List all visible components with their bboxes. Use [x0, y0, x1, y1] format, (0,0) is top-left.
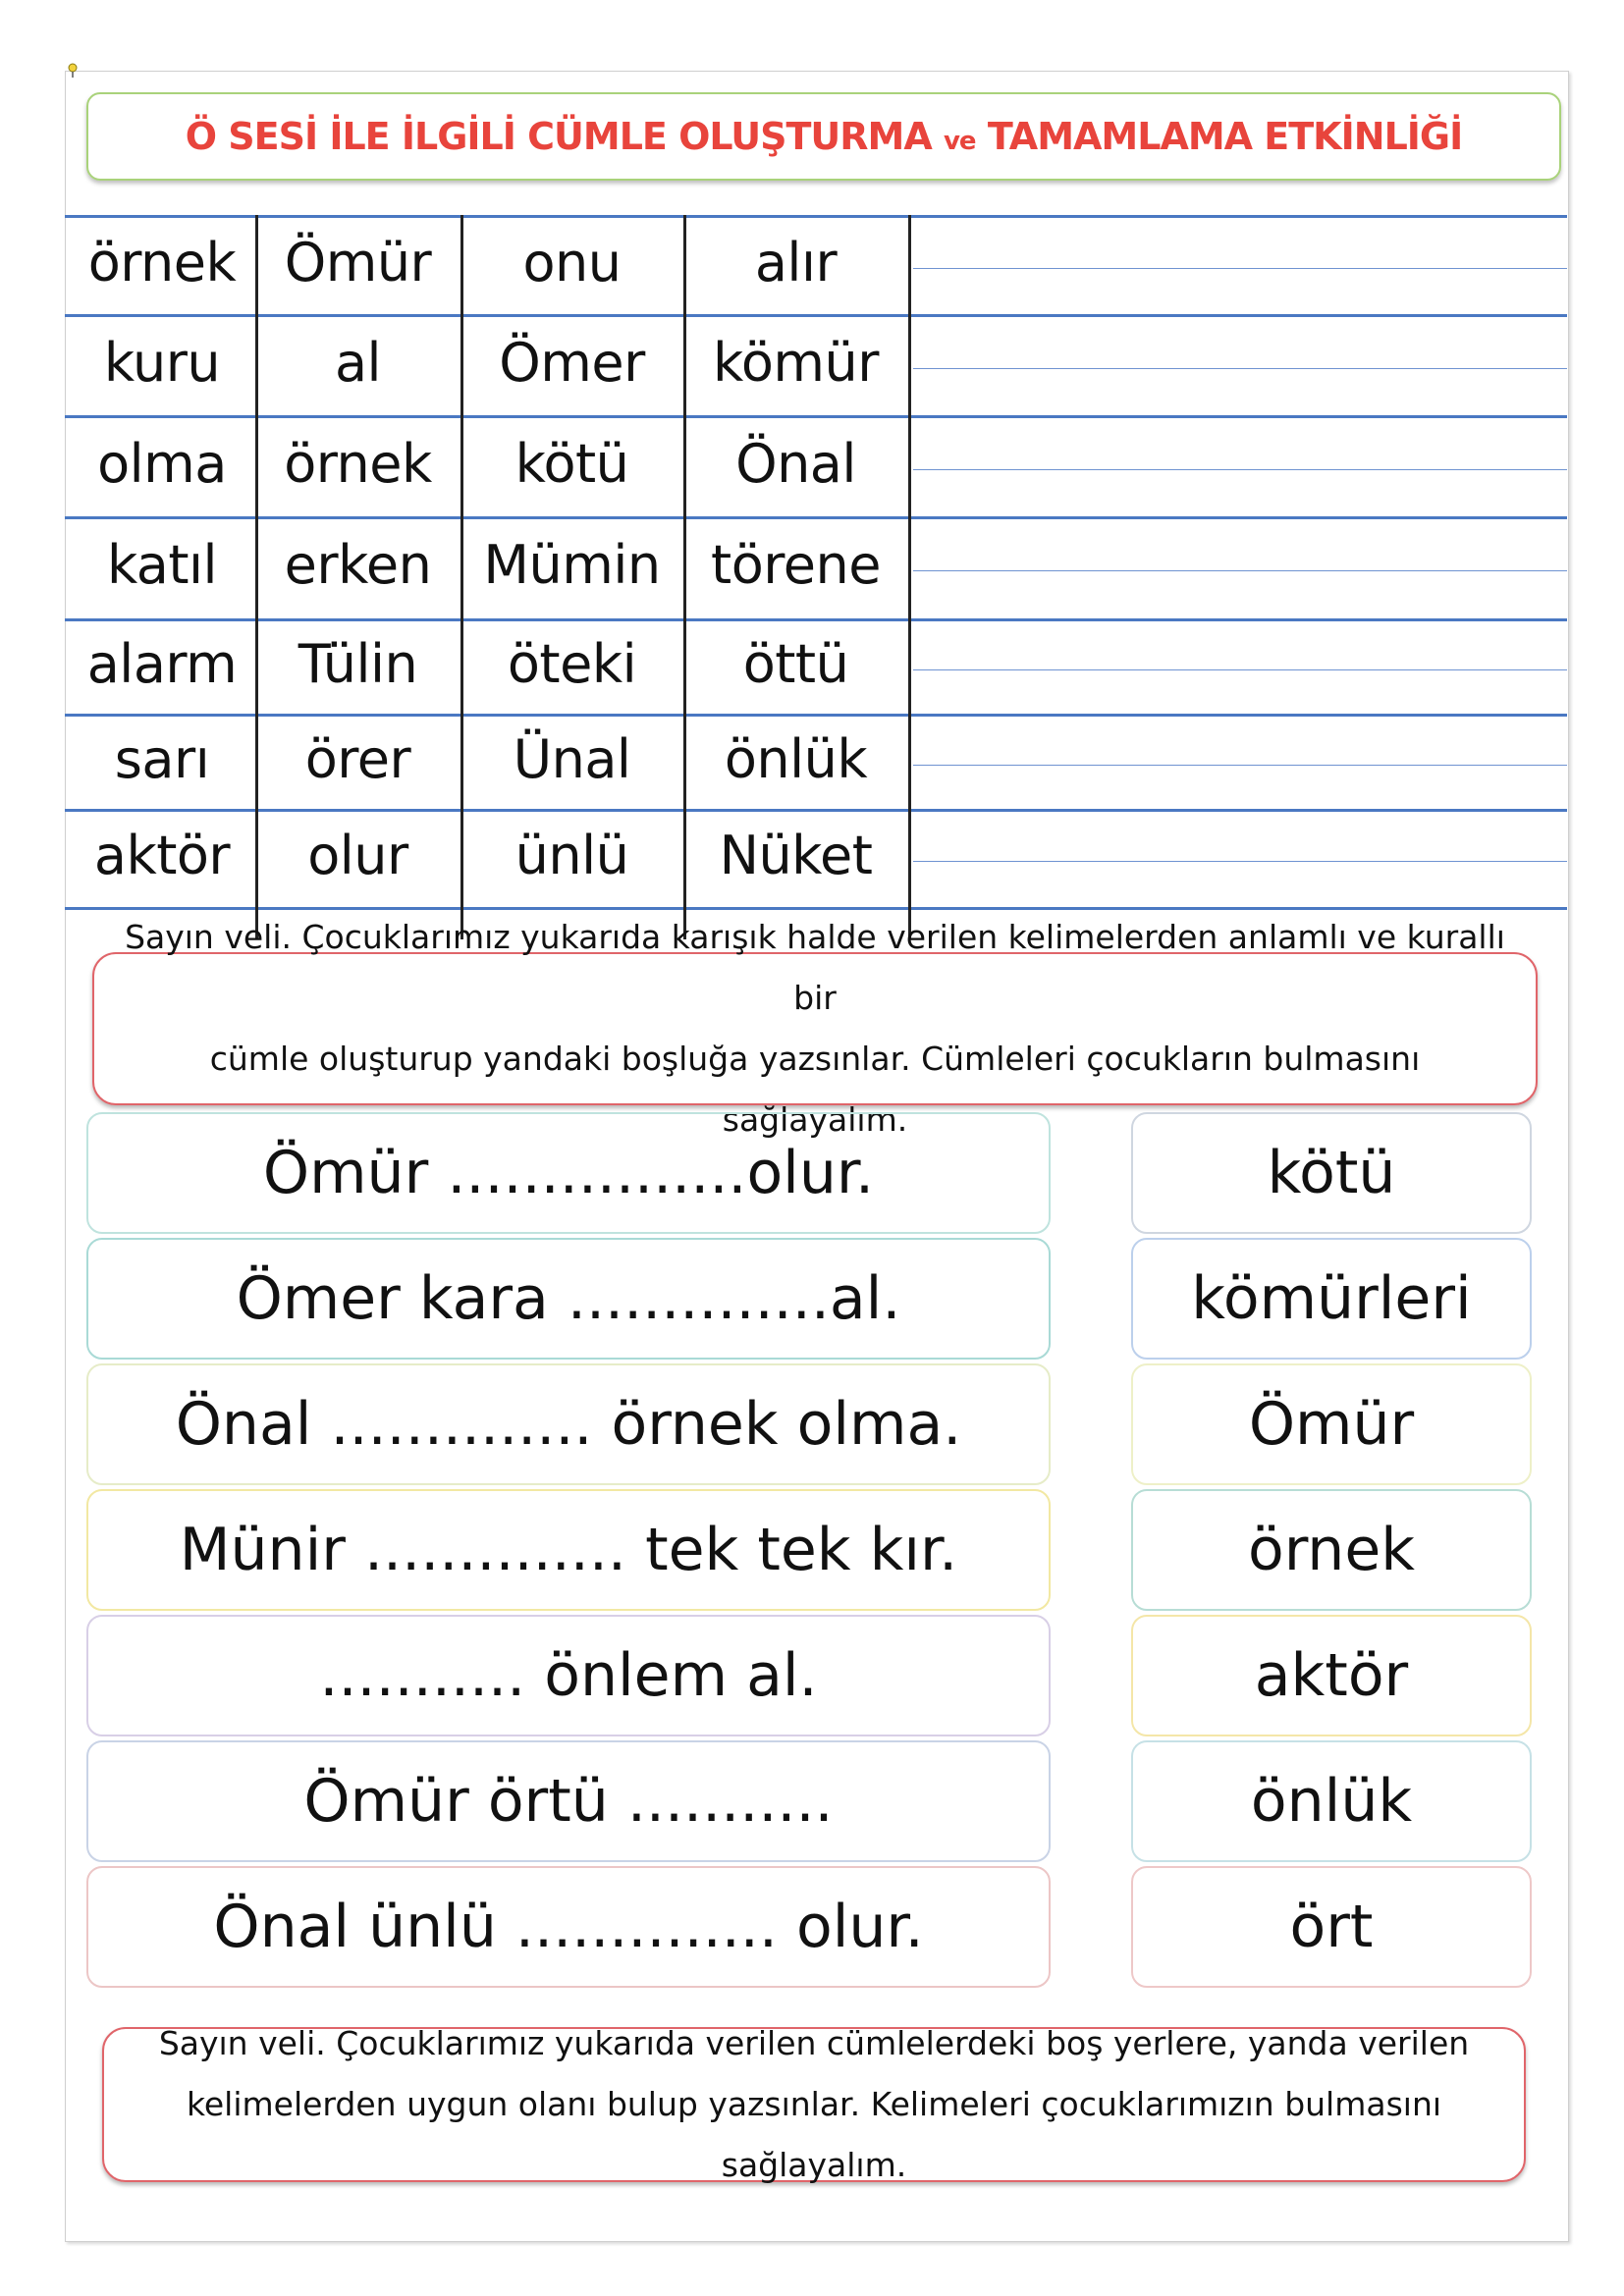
answer-box: [1131, 1238, 1532, 1360]
table-word: öteki: [507, 633, 637, 695]
sentence-box[interactable]: [86, 1489, 1051, 1611]
answer-word: kötü: [1267, 1139, 1396, 1207]
sentence-box[interactable]: [86, 1112, 1051, 1234]
parent-note-top: [92, 918, 1538, 1139]
table-word: sarı: [114, 728, 210, 790]
table-column-divider: [908, 215, 911, 939]
sentence-text: Önal .............. örnek olma.: [175, 1390, 962, 1459]
table-word: Tülin: [298, 633, 418, 695]
table-word: Nüket: [719, 825, 873, 886]
answer-box: [1131, 1112, 1532, 1234]
table-word: örnek: [87, 232, 237, 294]
table-word: önlük: [724, 728, 868, 790]
answer-box: [1131, 1866, 1532, 1988]
answer-word: kömürleri: [1191, 1264, 1472, 1333]
page-title: [186, 115, 1463, 158]
sentence-box[interactable]: [86, 1740, 1051, 1862]
table-word: törene: [711, 534, 881, 596]
table-rule: [65, 809, 1567, 812]
sentence-box[interactable]: [86, 1866, 1051, 1988]
table-rule: [65, 714, 1567, 717]
writing-line[interactable]: [913, 669, 1567, 670]
table-word: Ömer: [499, 332, 645, 394]
note-bottom-line2: kelimelerden uygun olanı bulup yazsınlar. Kelimeleri çocuklarımızın bulmasını sağlayalım.: [186, 2085, 1442, 2184]
title-main: Ö SESİ İLE İLGİLİ CÜMLE OLUŞTURMA: [185, 115, 932, 158]
table-word: alır: [754, 232, 838, 294]
table-rule: [65, 415, 1567, 418]
table-word: erken: [284, 534, 432, 596]
writing-line[interactable]: [913, 765, 1567, 766]
writing-line[interactable]: [913, 469, 1567, 470]
table-word: kömür: [713, 332, 879, 394]
table-word: kuru: [103, 332, 221, 394]
answer-word: Ömür: [1248, 1390, 1415, 1459]
writing-line[interactable]: [913, 570, 1567, 571]
sentence-box[interactable]: [86, 1238, 1051, 1360]
answer-word: ört: [1289, 1893, 1374, 1961]
sentence-text: ........... önlem al.: [319, 1641, 818, 1710]
sentence-text: Ömer kara ..............al.: [236, 1264, 901, 1333]
table-word: onu: [522, 232, 622, 294]
answer-word: örnek: [1247, 1516, 1415, 1584]
parent-note-bottom: [102, 2024, 1526, 2184]
table-word: Mümin: [483, 534, 661, 596]
title-banner: [86, 92, 1561, 181]
table-rule: [65, 618, 1567, 621]
note-top-line1: Sayın veli. Çocuklarımız yukarıda karışık halde verilen kelimelerden anlamlı ve kurallı bir: [125, 918, 1505, 1017]
table-rule: [65, 215, 1567, 218]
table-word: katıl: [106, 534, 218, 596]
sentence-text: Ömür örtü ...........: [303, 1767, 834, 1836]
table-rule: [65, 516, 1567, 519]
table-word: aktör: [93, 825, 231, 886]
table-word: olur: [307, 825, 408, 886]
sentence-box[interactable]: [86, 1363, 1051, 1485]
table-word: örer: [304, 728, 411, 790]
writing-line[interactable]: [913, 268, 1567, 269]
title-end: TAMAMLAMA ETKİNLİĞİ: [987, 115, 1463, 158]
answer-box: [1131, 1615, 1532, 1736]
pin-icon: [67, 63, 79, 79]
sentence-text: Ömür ................olur.: [262, 1139, 875, 1207]
table-word: kötü: [514, 433, 629, 495]
sentence-box[interactable]: [86, 1615, 1051, 1736]
note-top-line2: cümle oluşturup yandaki boşluğa yazsınlar. Cümleleri çocukların bulmasını sağlayalım.: [209, 1040, 1421, 1139]
answer-box: [1131, 1740, 1532, 1862]
table-word: Önal: [735, 433, 856, 495]
table-word: örnek: [284, 433, 432, 495]
answer-word: aktör: [1254, 1641, 1409, 1710]
table-word: al: [334, 332, 382, 394]
answer-box: [1131, 1363, 1532, 1485]
table-rule: [65, 314, 1567, 317]
title-connector: ve: [943, 127, 976, 156]
table-word: Ömür: [284, 232, 432, 294]
writing-line[interactable]: [913, 861, 1567, 862]
table-word: olma: [97, 433, 227, 495]
answer-word: önlük: [1250, 1767, 1413, 1836]
writing-line[interactable]: [913, 368, 1567, 369]
sentence-text: Önal ünlü .............. olur.: [213, 1893, 924, 1961]
table-word: ünlü: [514, 825, 629, 886]
table-word: öttü: [742, 633, 849, 695]
answer-box: [1131, 1489, 1532, 1611]
sentence-text: Münir .............. tek tek kır.: [179, 1516, 958, 1584]
table-word: Ünal: [513, 728, 631, 790]
table-word: alarm: [86, 633, 238, 695]
note-bottom-line1: Sayın veli. Çocuklarımız yukarıda verilen cümlelerdeki boş yerlere, yanda verilen: [158, 2024, 1470, 2062]
